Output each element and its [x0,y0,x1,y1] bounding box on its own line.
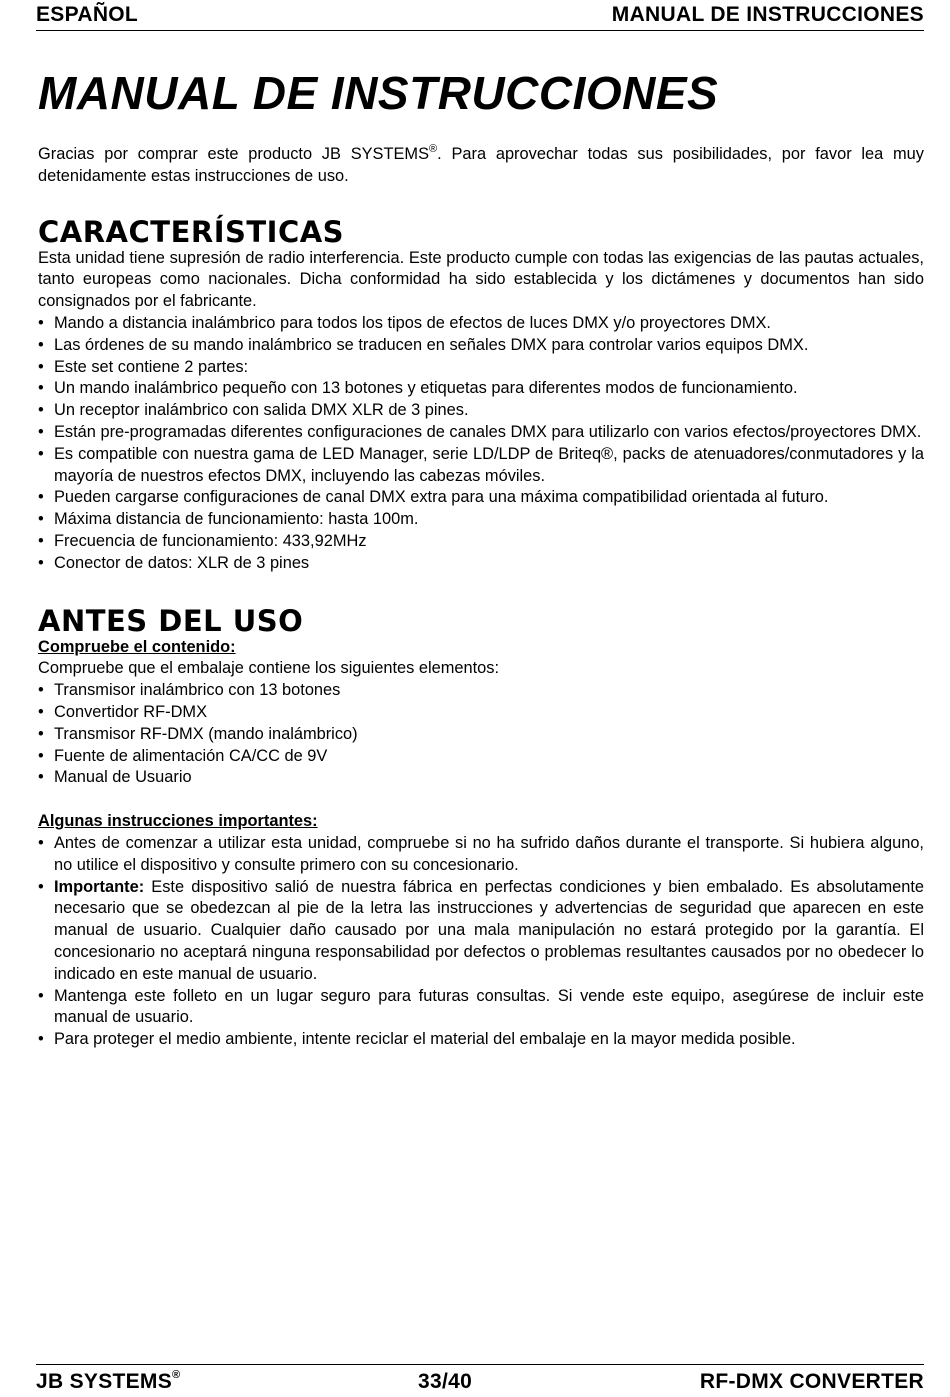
list-item-text: Antes de comenzar a utilizar esta unidad, compruebe si no ha sufrido daños durante el transporte. Si hubiera alguno, no utilice el dispositivo y consulte primero con su concesionario. [54,833,924,874]
list-item-text: Mando a distancia inalámbrico para todos los tipos de efectos de luces DMX y/o proyectores DMX. [54,313,771,332]
list-item [38,487,924,509]
features-list [38,313,924,575]
bullet-icon: • [38,444,44,463]
bullet-icon: • [38,702,44,721]
list-item [38,746,924,768]
list-item [38,313,924,335]
instructions-list [38,833,924,1051]
list-item [38,1029,924,1051]
footer-brand-text: JB SYSTEMS [36,1370,173,1393]
header-language: ESPAÑOL [36,3,139,26]
before-use-heading: ANTES DEL USO [38,603,304,638]
bullet-icon: • [38,510,44,529]
page-title: MANUAL DE INSTRUCCIONES [38,67,719,119]
instructions-subheading: Algunas instrucciones importantes: [38,812,318,831]
bullet-icon: • [38,553,44,572]
important-label: Importante: [54,877,145,896]
list-item [38,724,924,746]
list-item [38,509,924,531]
bullet-icon: • [38,768,44,787]
list-item-text: Un mando inalámbrico pequeño con 13 botones y etiquetas para diferentes modos de funcionamiento. [54,379,798,398]
list-item-text: Están pre-programadas diferentes configuraciones de canales DMX para utilizarlo con varios efectos/proyectores DMX. [54,422,922,441]
list-item [38,444,924,488]
list-item [38,422,924,444]
bullet-icon: • [38,422,44,441]
bullet-icon: • [38,488,44,507]
bullet-icon: • [38,335,44,354]
list-item-text: Fuente de alimentación CA/CC de 9V [54,746,328,765]
list-item-text: Este set contiene 2 partes: [54,357,249,376]
bullet-icon: • [38,746,44,765]
bullet-icon: • [38,401,44,420]
list-item-text: Para proteger el medio ambiente, intente reciclar el material del embalaje en la mayor medida posible. [54,1030,796,1049]
page-footer [36,1364,924,1393]
bullet-icon: • [38,833,44,852]
list-item-text: Las órdenes de su mando inalámbrico se traducen en señales DMX para controlar varios equipos DMX. [54,335,809,354]
list-item-text: Transmisor RF-DMX (mando inalámbrico) [54,724,358,743]
list-item-text: Pueden cargarse configuraciones de canal DMX extra para una máxima compatibilidad orientada al futuro. [54,488,829,507]
list-item-text: Convertidor RF-DMX [54,702,208,721]
list-item [38,767,924,789]
footer-product-name: RF-DMX CONVERTER [699,1370,924,1393]
list-item [38,702,924,724]
intro-text-end: . Para aprovechar todas sus posibilidades, por favor lea muy detenidamente estas instrucciones de uso. [38,145,924,185]
features-heading: CARACTERÍSTICAS [38,214,345,249]
list-item [38,986,924,1030]
features-paragraph: Esta unidad tiene supresión de radio interferencia. Este producto cumple con todas las exigencias de las pautas actuales, tanto europeas como nacionales. Dicha conformidad ha sido establecida y los dictámenes y documentos han sido consignados por el fabricante. [38,248,924,311]
intro-paragraph [38,144,924,188]
bullet-icon: • [38,1030,44,1049]
list-item [38,400,924,422]
page-number: 33/40 [418,1370,473,1393]
list-item-text: Frecuencia de funcionamiento: 433,92MHz [54,531,367,550]
bullet-icon: • [38,379,44,398]
list-item [38,877,924,986]
list-item [38,553,924,575]
bullet-icon: • [38,531,44,550]
contents-subheading: Compruebe el contenido: [38,637,236,656]
page-content [38,64,924,1051]
footer-registered-mark: ® [172,1369,181,1381]
contents-list [38,680,924,789]
list-item [38,680,924,702]
bullet-icon: • [38,681,44,700]
page-header [36,3,924,31]
bullet-icon: • [38,724,44,743]
contents-intro: Compruebe que el embalaje contiene los siguientes elementos: [38,659,500,678]
list-item [38,335,924,357]
bullet-icon: • [38,877,44,896]
bullet-icon: • [38,986,44,1005]
bullet-icon: • [38,357,44,376]
header-manual-title: MANUAL DE INSTRUCCIONES [611,3,924,26]
list-item-text: Un receptor inalámbrico con salida DMX XLR de 3 pines. [54,401,469,420]
list-item [38,531,924,553]
list-item-text: Conector de datos: XLR de 3 pines [54,553,310,572]
list-item-text: Este dispositivo salió de nuestra fábrica en perfectas condiciones y bien embalado. Es absolutamente necesario que se obedezcan al pie de la letra las instrucciones y advertencias de seguridad que aparecen en este manual de usuario. Cualquier daño causado por una mala manipulación no estará protegido por la garantía. El concesionario no aceptará ninguna responsabilidad por defectos o problemas resultantes causados por no obedecer lo indicado en este manual de usuario. [54,877,924,983]
list-item [38,378,924,400]
list-item [38,357,924,379]
list-item-text: Manual de Usuario [54,768,192,787]
list-item-text: Es compatible con nuestra gama de LED Manager, serie LD/LDP de Briteq®, packs de atenuadores/conmutadores y la mayoría de nuestros efectos DMX, incluyendo las cabezas móviles. [54,444,924,485]
footer-brand [36,1370,180,1394]
list-item-text: Mantenga este folleto en un lugar seguro para futuras consultas. Si vende este equipo, asegúrese de incluir este manual de usuario. [54,986,924,1027]
list-item-text: Máxima distancia de funcionamiento: hasta 100m. [54,510,419,529]
list-item [38,833,924,877]
registered-mark: ® [429,143,438,155]
bullet-icon: • [38,313,44,332]
list-item-text: Transmisor inalámbrico con 13 botones [54,681,341,700]
intro-text-start: Gracias por comprar este producto JB SYSTEMS [38,145,430,163]
